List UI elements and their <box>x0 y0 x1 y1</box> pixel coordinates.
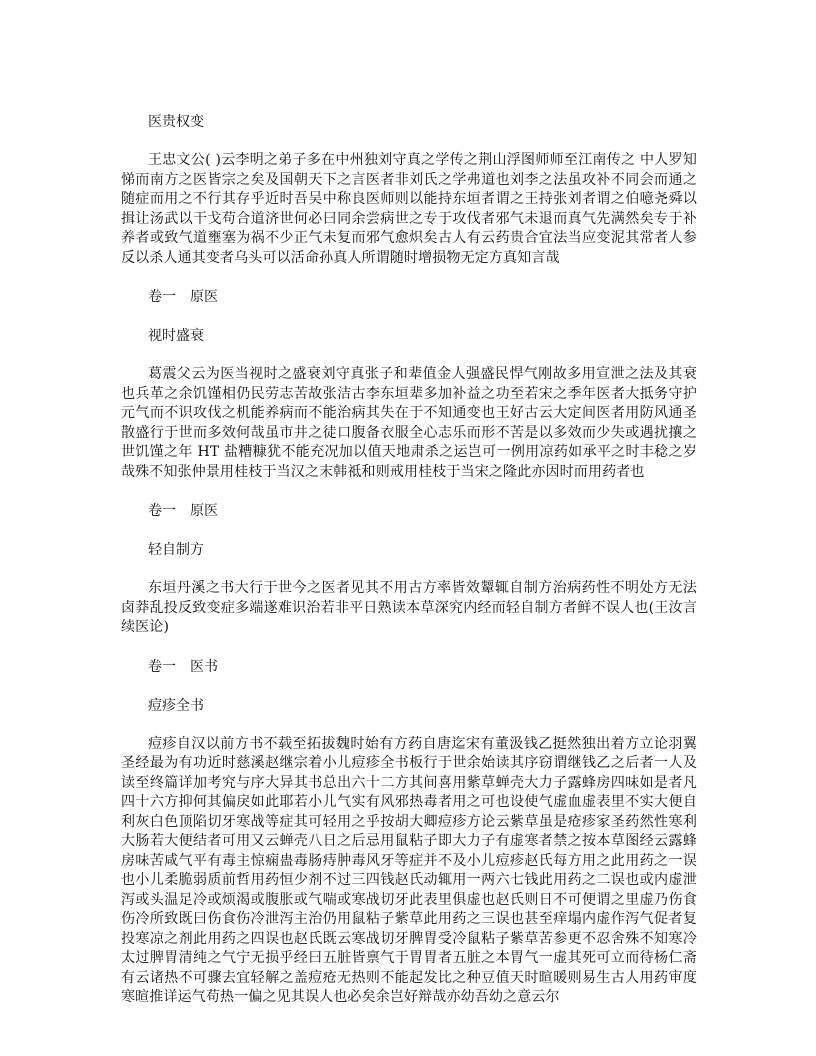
paragraph-dou-zhen-quan-shu: 痘疹自汉以前方书不载至拓拔魏时始有方药自唐迄宋有董汲钱乙挺然独出着方立论羽翼圣经最为有功近时慈溪赵继宗着小儿痘疹全书板行于世余始读其序窃谓继钱乙之后者一人及读至终篇详加考究与序大异其书总出六十二方其间喜用紫草蝉壳大力子露蜂房四味如是者凡四十六方抑何其偏戾如此耶若小儿气实有风邪热毒者用之可也设使气虚血虚表里不实大便自利灰白色顶陷切牙寒战等症其可轻用之乎按胡大卿痘疹方论云紫草虽是疮疹家圣药然性寒利大肠若大便结者可用又云蝉壳八日之后忌用鼠粘子即大力子有虚寒者禁之按本草图经云露蜂房味苦咸气平有毒主惊痫蛊毒肠痔肿毒风牙等症并不及小儿痘疹赵氏每方用之此用药之一误也小儿柔脆弱质前哲用药恒少剂不过三四钱赵氏动辄用一两六七钱此用药之二误也或内虚泄泻或头温足冷或烦渴或腹胀或气喘或寒战切牙此表里俱虚也赵氏则日不可便谓之里虚乃伤食伤冷所致既曰伤食伤冷泄泻主治仍用鼠粘子紫草此用药之三误也甚至痒塌内虚作泻气促者复投寒凉之剂此用药之四误也赵氏既云寒战切牙脾胃受冷鼠粘子紫草苦参更不忍舍殊不知寒冷太过脾胃清纯之气宁无损乎经曰五脏皆禀气于胃胃者五脏之本胃气一虚其死可立而待杨仁斋有云诸热不可骤去宜轻解之盖痘疮无热则不能起发比之种豆值天时暄暖则易生古人用药审度寒暄推详运气苟热一偏之见其误人也必矣余岂好辩哉亦幼吾幼之意云尔 <box>121 735 697 1005</box>
volume-label-yuan-yi: 卷一 原医 <box>148 289 218 305</box>
section-title-qing-zi-zhi-fang: 轻自制方 <box>148 542 204 558</box>
section-title-yi-gui-quan-bian: 医贵权变 <box>148 114 204 130</box>
volume-label-yuan-yi-2: 卷一 原医 <box>148 503 218 519</box>
paragraph-yi-gui-quan-bian: 王忠文公( )云李明之弟子多在中州独刘守真之学传之荆山浮图师师至江南传之 中人罗知悌而南方之医皆宗之矣及国朝天下之言医者非刘氏之学弗道也刘李之法虽攻补不同会而通之随症而用之不行其存乎近时吾吴中称良医师则以能持东垣者谓之王持张刘者谓之伯噫尧舜以揖让汤武以干戈苟合道济世何必曰同余尝病世之专于攻伐者邪气未退而真气先满然矣专于补养者或致气道壅塞为祸不少正气未复而邪气愈炽矣古人有云药贵合宜法当应变泥其常者人参反以杀人通其变者乌头可以活命孙真人所谓随时增损物无定方真知言哉 <box>121 152 697 266</box>
paragraph-shi-shi-sheng-shuai: 葛震父云为医当视时之盛衰刘守真张子和辈值金人强盛民悍气刚故多用宣泄之法及其衰也兵革之余饥馑相仍民劳志苦故张洁古李东垣辈多加补益之功至若宋之季年医者大抵务守护元气而不识攻伐之机能养病而不能治病其失在于不知通变也王好古云大定间医者用防风通圣散盛行于世而多效何哉虽市井之徒口腹备衣服全心志乐而形不苦是以多效而少失或遇扰攘之世饥馑之年 HT 盐糟糠犹不能充况加以值天地肃杀之运岂可一例用凉药如承平之时丰稔之岁哉殊不知张仲景用桂枝于当汉之末韩祗和则戒用桂枝于当宋之隆此亦因时而用药者也 <box>121 366 697 480</box>
paragraph-qing-zi-zhi-fang: 东垣丹溪之书大行于世今之医者见其不用古方率皆效颦辄自制方治病药性不明处方无法卤莽乱投反致变症多端遂难识治若非平日熟读本草深究内经而轻自制方者鲜不误人也(王汝言续医论) <box>121 580 697 635</box>
document-page <box>121 112 697 1027</box>
section-title-dou-zhen-quan-shu: 痘疹全书 <box>148 697 204 714</box>
volume-label-yi-shu: 卷一 医书 <box>148 658 218 675</box>
section-title-shi-shi-sheng-shuai: 视时盛衰 <box>148 328 204 344</box>
